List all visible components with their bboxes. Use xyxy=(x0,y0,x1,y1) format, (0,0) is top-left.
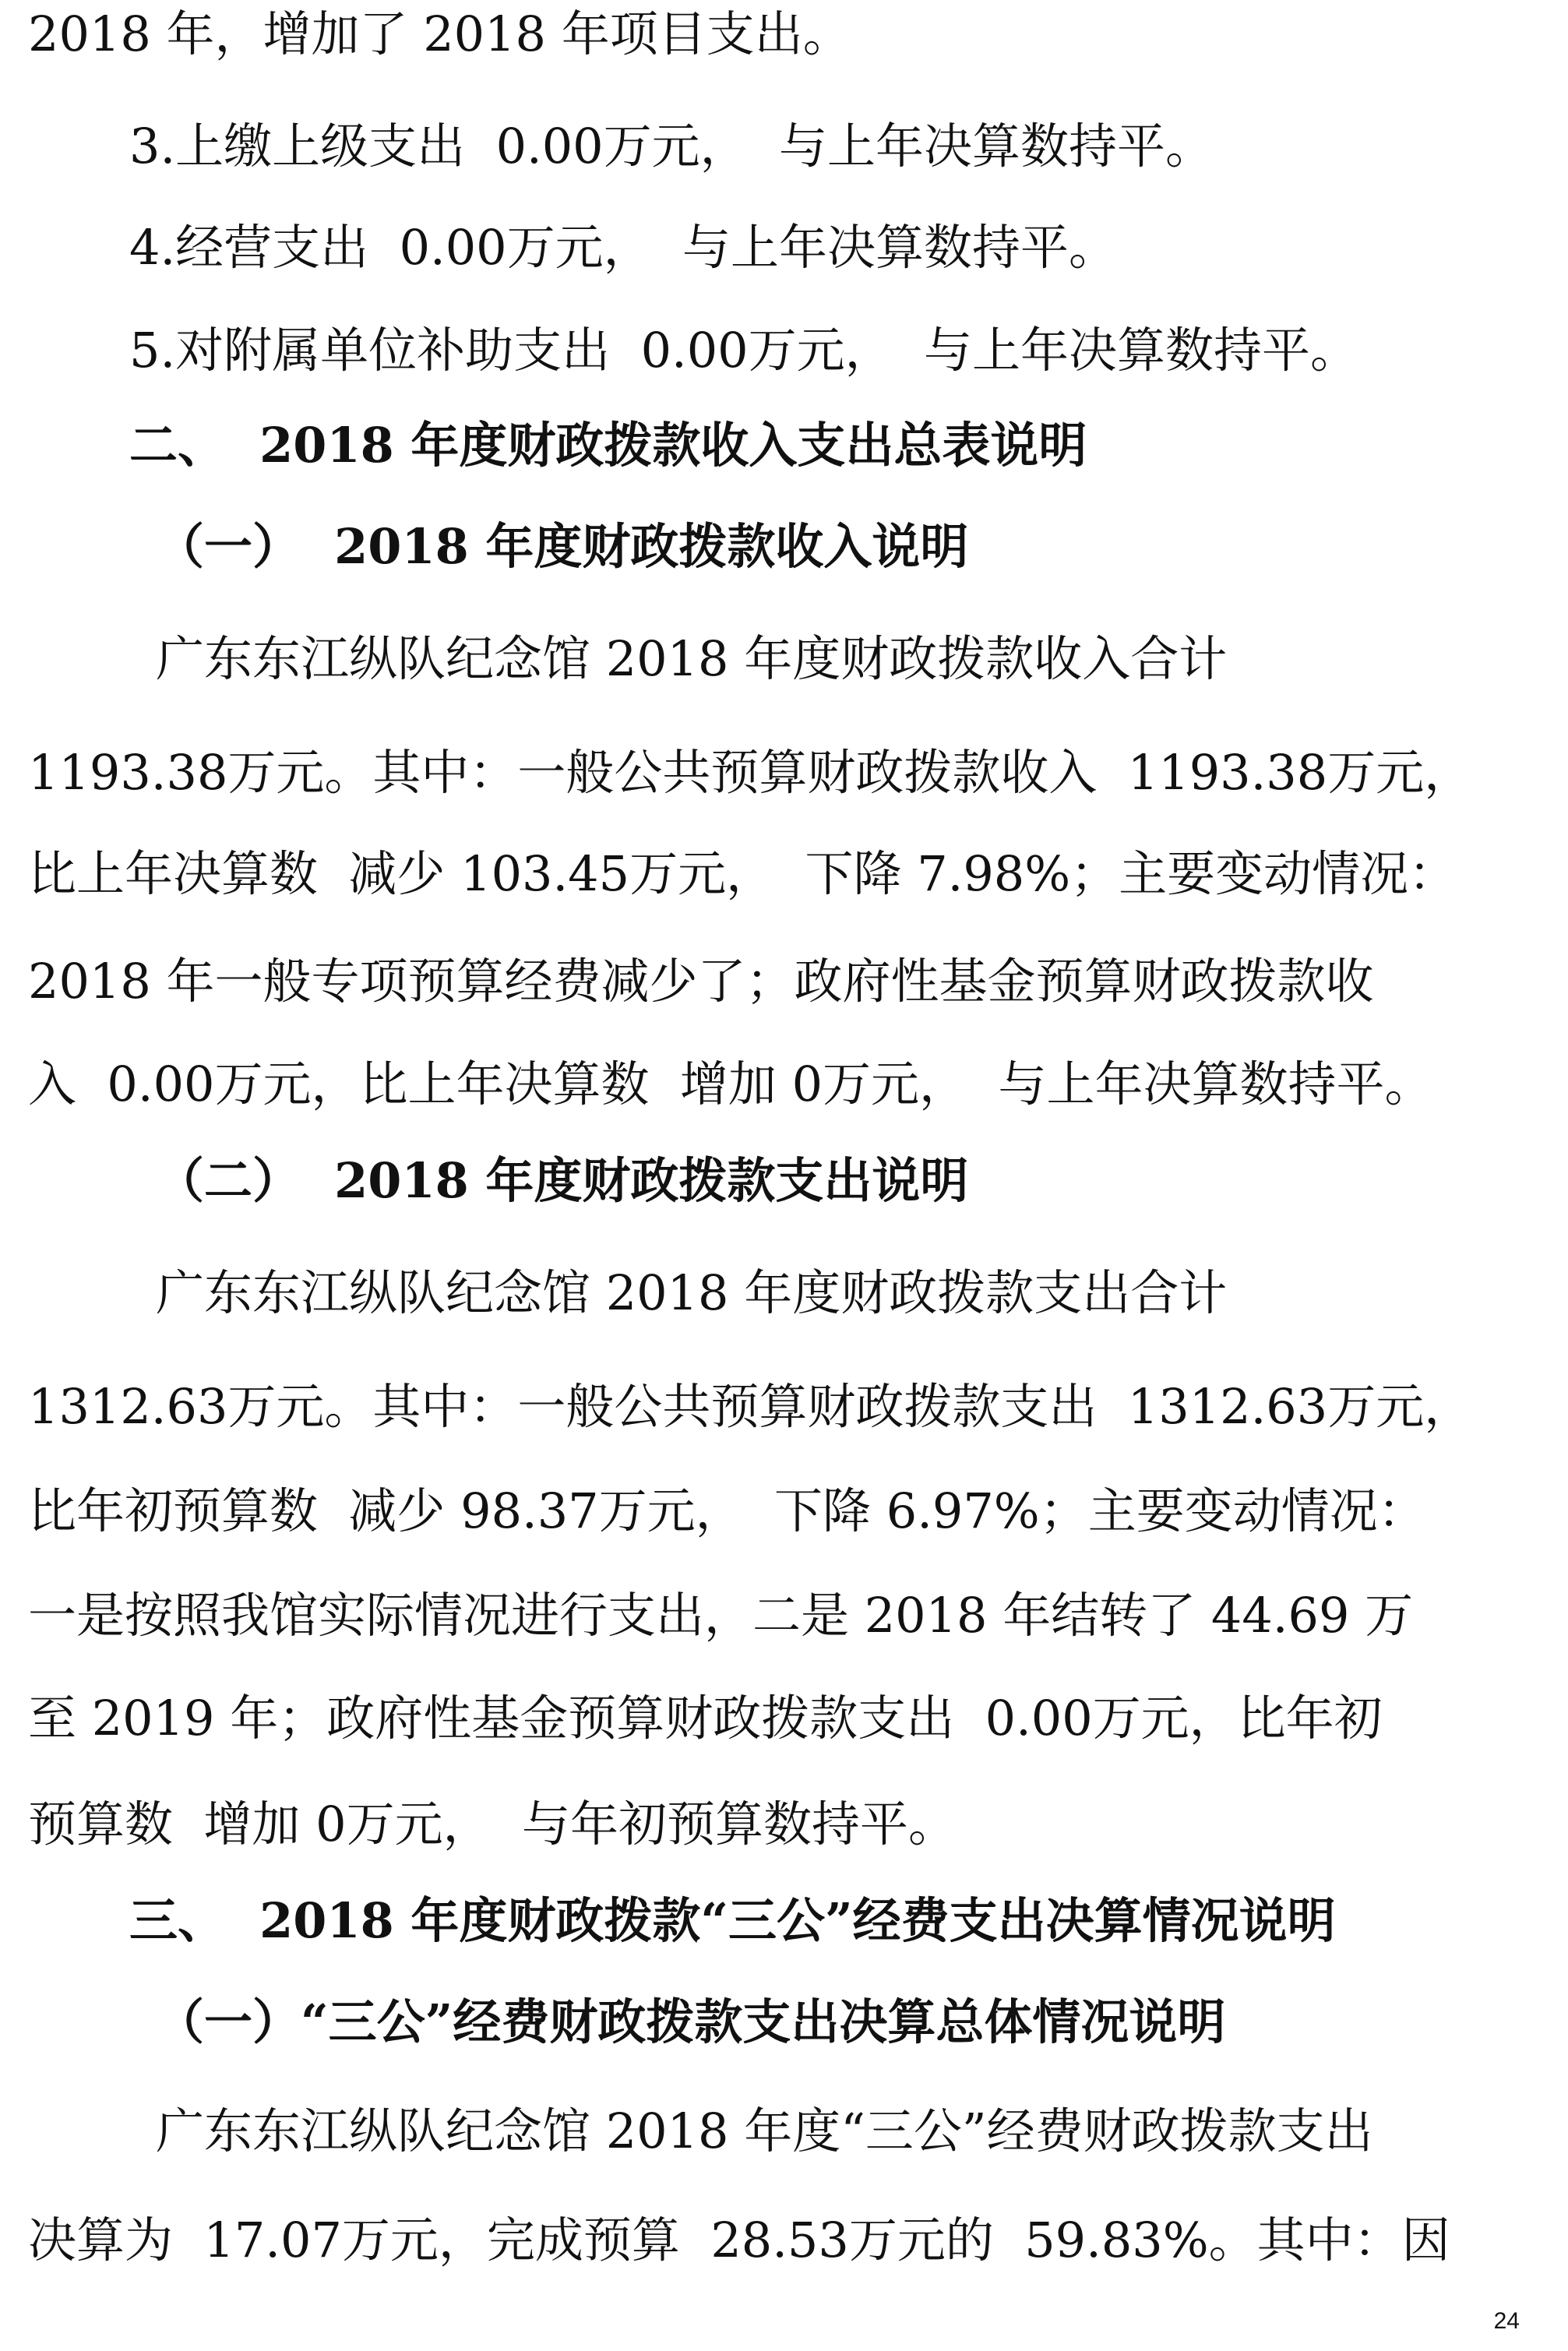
paragraph-line-4: 2018 年一般专项预算经费减少了；政府性基金预算财政拨款收 xyxy=(28,953,1374,1010)
text-line-2: 3.上缴上级支出 0.00万元， 与上年决算数持平。 xyxy=(129,118,1214,174)
paragraph-line-7: 1312.63万元。其中：一般公共预算财政拨款支出 1312.63万元， xyxy=(28,1378,1473,1435)
subsection-heading-2-2: （二） 2018 年度财政拨款支出说明 xyxy=(156,1152,969,1209)
paragraph-line-9: 一是按照我馆实际情况进行支出，二是 2018 年结转了 44.69 万 xyxy=(28,1587,1414,1644)
subsection-heading-2-1: （一） 2018 年度财政拨款收入说明 xyxy=(156,518,969,575)
paragraph-line-5: 入 0.00万元，比上年决算数 增加 0万元， 与上年决算数持平。 xyxy=(28,1056,1433,1112)
page-number: 24 xyxy=(1493,2308,1520,2334)
paragraph-line-10: 至 2019 年；政府性基金预算财政拨款支出 0.00万元，比年初 xyxy=(28,1690,1383,1747)
text-line-4: 5.对附属单位补助支出 0.00万元， 与上年决算数持平。 xyxy=(129,322,1359,379)
paragraph-line-3: 比上年决算数 减少 103.45万元， 下降 7.98%；主要变动情况： xyxy=(28,845,1457,902)
subsection-heading-3-1: （一）“三公”经费财政拨款支出决算总体情况说明 xyxy=(156,1993,1226,2050)
paragraph-line-2: 1193.38万元。其中：一般公共预算财政拨款收入 1193.38万元， xyxy=(28,744,1473,801)
paragraph-line-13: 决算为 17.07万元，完成预算 28.53万元的 59.83%。其中：因 xyxy=(28,2212,1450,2268)
paragraph-line-11: 预算数 增加 0万元， 与年初预算数持平。 xyxy=(28,1796,957,1852)
paragraph-line-12: 广东东江纵队纪念馆 2018 年度“三公”经费财政拨款支出 xyxy=(156,2103,1373,2159)
paragraph-line-8: 比年初预算数 减少 98.37万元， 下降 6.97%；主要变动情况： xyxy=(28,1482,1426,1539)
paragraph-line-1: 广东东江纵队纪念馆 2018 年度财政拨款收入合计 xyxy=(156,630,1228,687)
text-line-3: 4.经营支出 0.00万元， 与上年决算数持平。 xyxy=(129,219,1118,276)
section-heading-2: 二、 2018 年度财政拨款收入支出总表说明 xyxy=(129,417,1087,474)
section-heading-3: 三、 2018 年度财政拨款“三公”经费支出决算情况说明 xyxy=(129,1892,1336,1949)
paragraph-line-6: 广东东江纵队纪念馆 2018 年度财政拨款支出合计 xyxy=(156,1264,1228,1321)
text-line-1: 2018 年，增加了 2018 年项目支出。 xyxy=(28,5,851,62)
